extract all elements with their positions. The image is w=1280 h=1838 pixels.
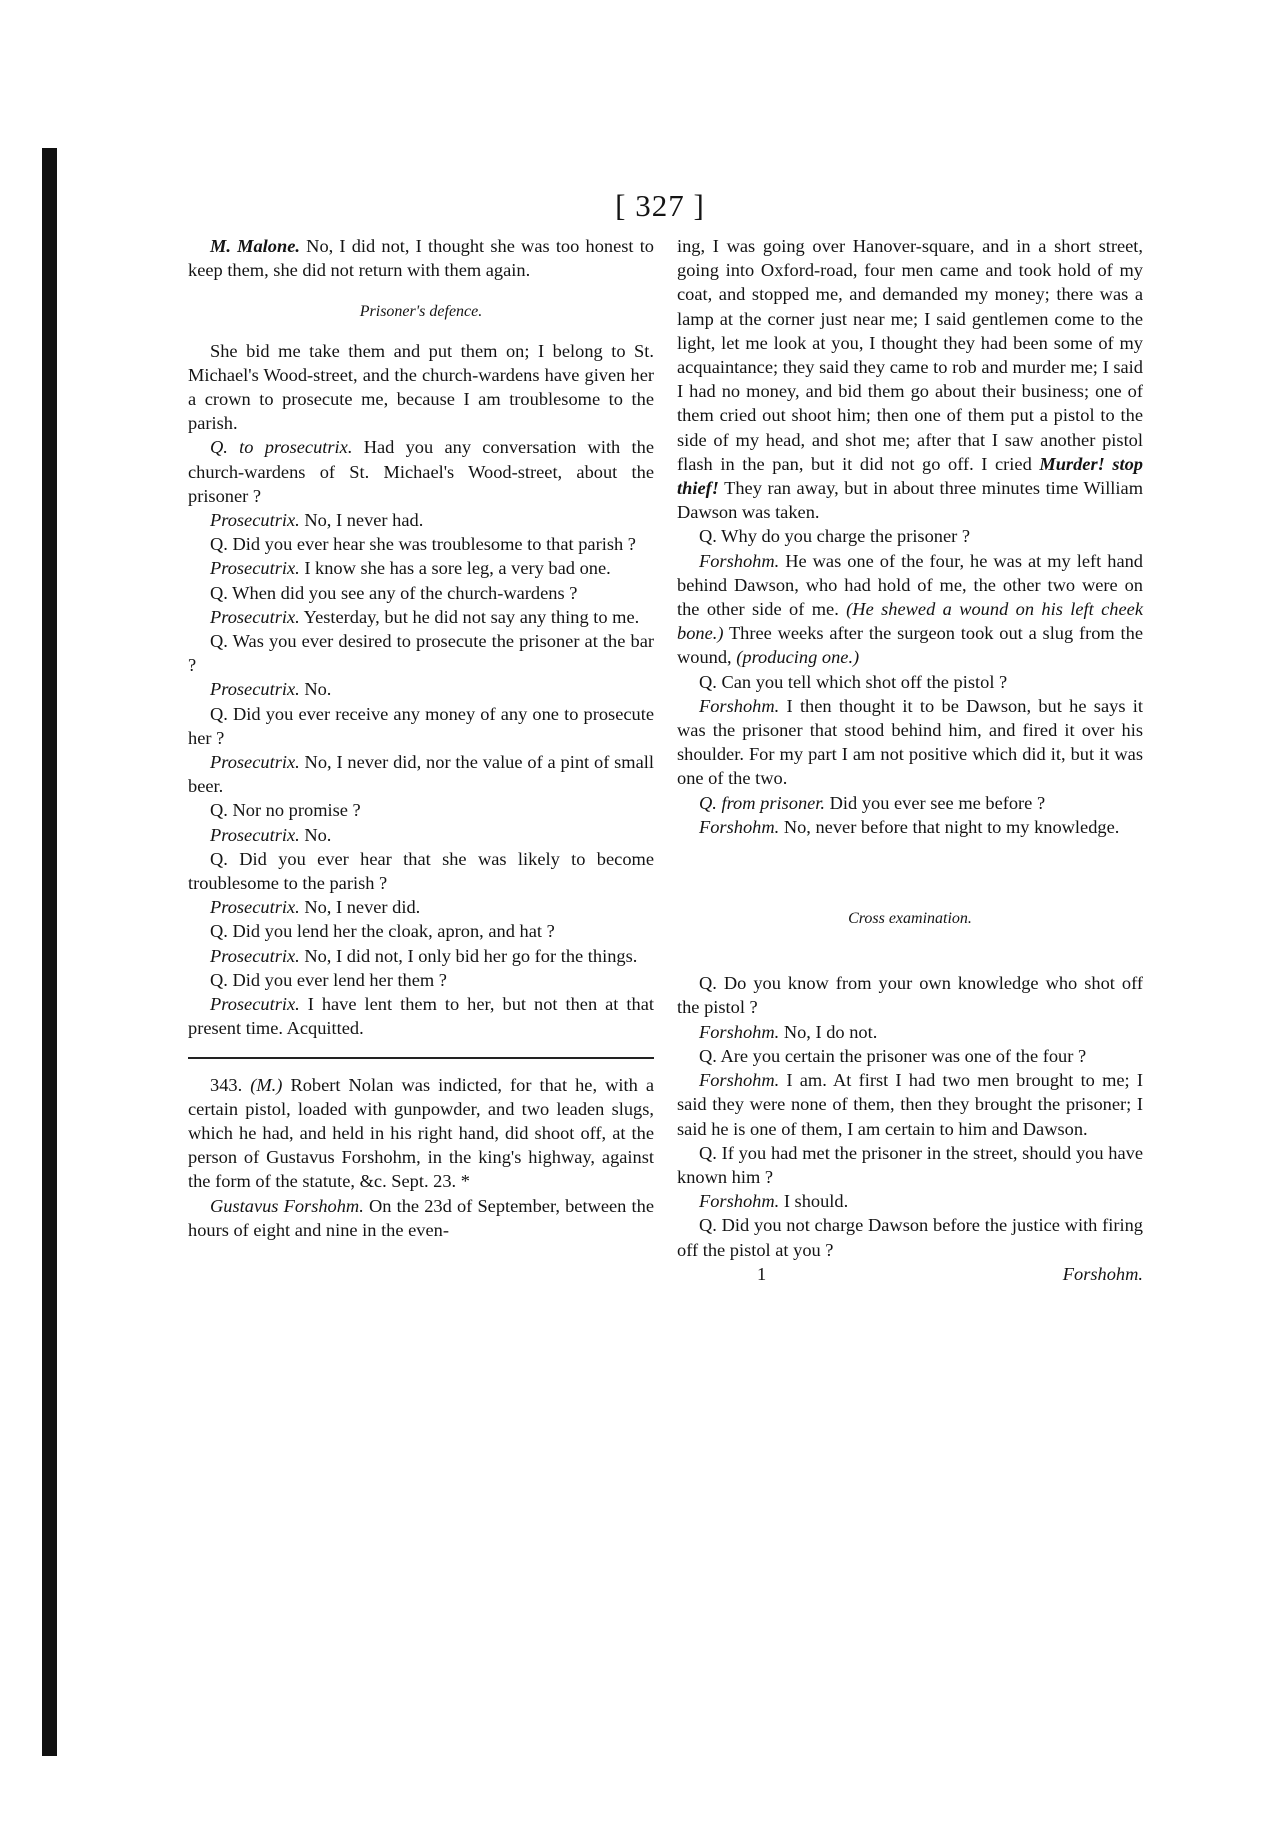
speaker-label: Gustavus Forshohm.	[210, 1195, 364, 1216]
page-footer	[677, 1262, 1143, 1286]
paragraph-text: Did you not charge Dawson before the justice with firing off the pistol at you ?	[677, 1215, 1143, 1260]
paragraph-text: Three weeks after the surgeon took out a slug from the wound,	[677, 623, 1143, 668]
paragraph	[677, 694, 1143, 791]
speaker-label: Forshohm.	[699, 695, 780, 716]
paragraph-text: When did you see any of the church-wardens ?	[227, 582, 578, 603]
binding-edge	[42, 148, 57, 1756]
speaker-label: Q.	[210, 703, 228, 724]
paragraph	[188, 508, 654, 532]
paragraph	[188, 750, 654, 798]
paragraph	[188, 919, 654, 943]
paragraph-text: I then thought it to be Dawson, but he says it was the prisoner that stood behind him, and fired it over his shoulder. For my part I am not positive which did it, but it was one of the two.	[677, 695, 1143, 789]
speaker-label: Forshohm.	[699, 1021, 780, 1042]
paragraph-text: No, never before that night to my knowledge.	[779, 816, 1120, 837]
paragraph	[188, 629, 654, 677]
paragraph	[188, 234, 654, 282]
paragraph-text: Why do you charge the prisoner ?	[716, 526, 971, 547]
speaker-label: Q.	[699, 1045, 717, 1066]
paragraph	[677, 234, 1143, 524]
speaker-label: Q.	[699, 526, 717, 547]
paragraph	[188, 847, 654, 895]
paragraph	[188, 532, 654, 556]
paragraph-text: Was you ever desired to prosecute the prisoner at the bar ?	[188, 631, 654, 676]
left-column	[188, 234, 654, 1242]
catchword: Forshohm.	[1062, 1263, 1143, 1284]
paragraph-text: Can you tell which shot off the pistol ?	[716, 671, 1008, 692]
case-number: 343.	[210, 1074, 243, 1095]
speaker-label: Q.	[699, 1142, 717, 1163]
paragraph	[188, 339, 654, 436]
section-heading-cross-examination: Cross examination.	[848, 910, 972, 928]
cry-text: Murder! stop thief!	[677, 453, 1143, 499]
paragraph-text: I know she has a sore leg, a very bad one.	[299, 558, 611, 579]
case-text: Robert Nolan was indicted, for that he, with a certain pistol, loaded with gunpowder, and two leaden slugs, which he had, and held in his right hand, did shoot off, at the person of Gustavus Forshohm, in the king's highway, against the form of the statute, &c. Sept. 23. *	[188, 1074, 654, 1192]
paragraph	[188, 581, 654, 605]
speaker-label: Prosecutrix.	[210, 510, 300, 531]
speaker-label: Prosecutrix.	[210, 752, 300, 773]
case-mark: (M.)	[250, 1074, 283, 1095]
speaker-label: Q.	[699, 973, 717, 994]
paragraph-text: I am. At first I had two men brought to me; I said they were none of them, then they brought the prisoner; I said he is one of them, I am certain to him and Dawson.	[677, 1070, 1143, 1139]
paragraph	[188, 798, 654, 822]
paragraph-text: No.	[299, 824, 332, 845]
speaker-label: Q.	[210, 582, 228, 603]
paragraph	[677, 971, 1143, 1019]
paragraph-text: No, I never did.	[299, 897, 421, 918]
paragraph	[677, 524, 1143, 548]
paragraph-text: I should.	[779, 1191, 849, 1212]
paragraph	[677, 815, 1143, 839]
speaker-label: Prosecutrix.	[210, 945, 300, 966]
paragraph-text: No.	[299, 679, 332, 700]
case-entry	[188, 1073, 654, 1194]
speaker-label: Forshohm.	[699, 1191, 780, 1212]
paragraph	[677, 1044, 1143, 1068]
paragraph	[677, 1068, 1143, 1141]
paragraph	[677, 670, 1143, 694]
paragraph	[188, 702, 654, 750]
paragraph-text: Do you know from your own knowledge who shot off the pistol ?	[677, 973, 1143, 1018]
paragraph-text: Yesterday, but he did not say any thing to me.	[299, 606, 640, 627]
paragraph-text: ing, I was going over Hanover-square, and in a short street, going into Oxford-road, four men came and took hold of my coat, and stopped me, and demanded my money; there was a lamp at the corner just near me; I said gentlemen come to the light, let me look at you, I thought they had been some of my acquaintance; they said they came to rob and murder me; I said I had no money, and bid them go about their business; one of them cried out shoot him; then one of them put a pistol to the side of my head, and shot me; after that I saw another pistol flash in the pan, but it did not go off. I cried	[677, 236, 1143, 474]
speaker-label: Forshohm.	[699, 816, 780, 837]
paragraph-text: They ran away, but in about three minutes time William Dawson was taken.	[677, 478, 1143, 523]
section-heading-defence: Prisoner's defence.	[359, 303, 483, 321]
speaker-label: Q.	[210, 921, 228, 942]
paragraph-text: She bid me take them and put them on; I belong to St. Michael's Wood-street, and the church-wardens have given her a crown to prosecute me, because I am troublesome to the parish.	[188, 340, 654, 434]
paragraph-text: No, I do not.	[779, 1021, 878, 1042]
paragraph-text: Did you ever see me before ?	[825, 792, 1046, 813]
paragraph	[677, 1189, 1143, 1213]
paragraph-text: No, I did not, I only bid her go for the things.	[299, 945, 638, 966]
signature-mark: 1	[757, 1263, 767, 1284]
paragraph-text: He was one of the four, he was at my left hand behind Dawson, who had hold of me, the other two were on the other side of me.	[677, 550, 1143, 620]
page-number: [ 327 ]	[615, 188, 705, 223]
paragraph-text: Did you ever receive any money of any one to prosecute her ?	[188, 703, 654, 748]
paragraph-text: Did you ever lend her them ?	[227, 969, 447, 990]
speaker-label: Prosecutrix.	[210, 606, 300, 627]
paragraph	[188, 992, 654, 1040]
paragraph-text: Did you ever hear she was troublesome to that parish ?	[227, 534, 636, 555]
paragraph-text: No, I never had.	[299, 510, 424, 531]
paragraph	[188, 677, 654, 701]
speaker-label: Q.	[210, 969, 228, 990]
speaker-label: Prosecutrix.	[210, 994, 300, 1015]
case-divider	[188, 1057, 654, 1059]
paragraph-text: If you had met the prisoner in the street, should you have known him ?	[677, 1142, 1143, 1187]
speaker-label: Prosecutrix.	[210, 824, 300, 845]
right-column	[677, 234, 1143, 1286]
paragraph	[188, 895, 654, 919]
speaker-label: Q.	[210, 534, 228, 555]
speaker-label: Q.	[210, 800, 228, 821]
speaker-label: Forshohm.	[699, 550, 780, 571]
paragraph	[188, 1194, 654, 1242]
paragraph-text: No, I did not, I thought she was too honest to keep them, she did not return with them again.	[188, 236, 654, 281]
speaker-label: Prosecutrix.	[210, 558, 300, 579]
paragraph	[677, 549, 1143, 670]
paragraph-text: Did you ever hear that she was likely to become troublesome to the parish ?	[188, 848, 654, 894]
paragraph	[188, 435, 654, 508]
aside-text: (He shewed a wound on his left cheek bone.)	[677, 599, 1143, 644]
speaker-label: Q.	[699, 671, 717, 692]
speaker-label: Q.	[699, 1215, 717, 1236]
aside-text: (producing one.)	[736, 647, 860, 668]
paragraph-text: Are you certain the prisoner was one of the four ?	[716, 1045, 1087, 1066]
speaker-label: Q.	[210, 631, 228, 652]
paragraph	[188, 944, 654, 968]
paragraph	[188, 968, 654, 992]
paragraph	[677, 791, 1143, 815]
paragraph	[188, 605, 654, 629]
paragraph-text: Did you lend her the cloak, apron, and hat ?	[227, 921, 555, 942]
speaker-label: Q.	[210, 848, 228, 869]
speaker-label: M. Malone.	[210, 236, 300, 256]
paragraph-text: No, I never did, nor the value of a pint of small beer.	[188, 752, 654, 797]
speaker-label: Q. to prosecutrix.	[210, 437, 353, 458]
paragraph-text: Had you any conversation with the church-wardens of St. Michael's Wood-street, about the prisoner ?	[188, 437, 654, 506]
paragraph-text: I have lent them to her, but not then at that present time. Acquitted.	[188, 994, 654, 1039]
speaker-label: Q. from prisoner.	[699, 792, 826, 813]
paragraph	[677, 1020, 1143, 1044]
paragraph	[677, 1213, 1143, 1261]
paragraph-text: Nor no promise ?	[227, 800, 361, 821]
paragraph-text: On the 23d of September, between the hours of eight and nine in the even-	[188, 1195, 655, 1240]
speaker-label: Prosecutrix.	[210, 897, 300, 918]
speaker-label: Prosecutrix.	[210, 679, 300, 700]
speaker-label: Forshohm.	[699, 1070, 780, 1091]
paragraph	[188, 823, 654, 847]
paragraph	[677, 1141, 1143, 1189]
paragraph	[188, 556, 654, 580]
